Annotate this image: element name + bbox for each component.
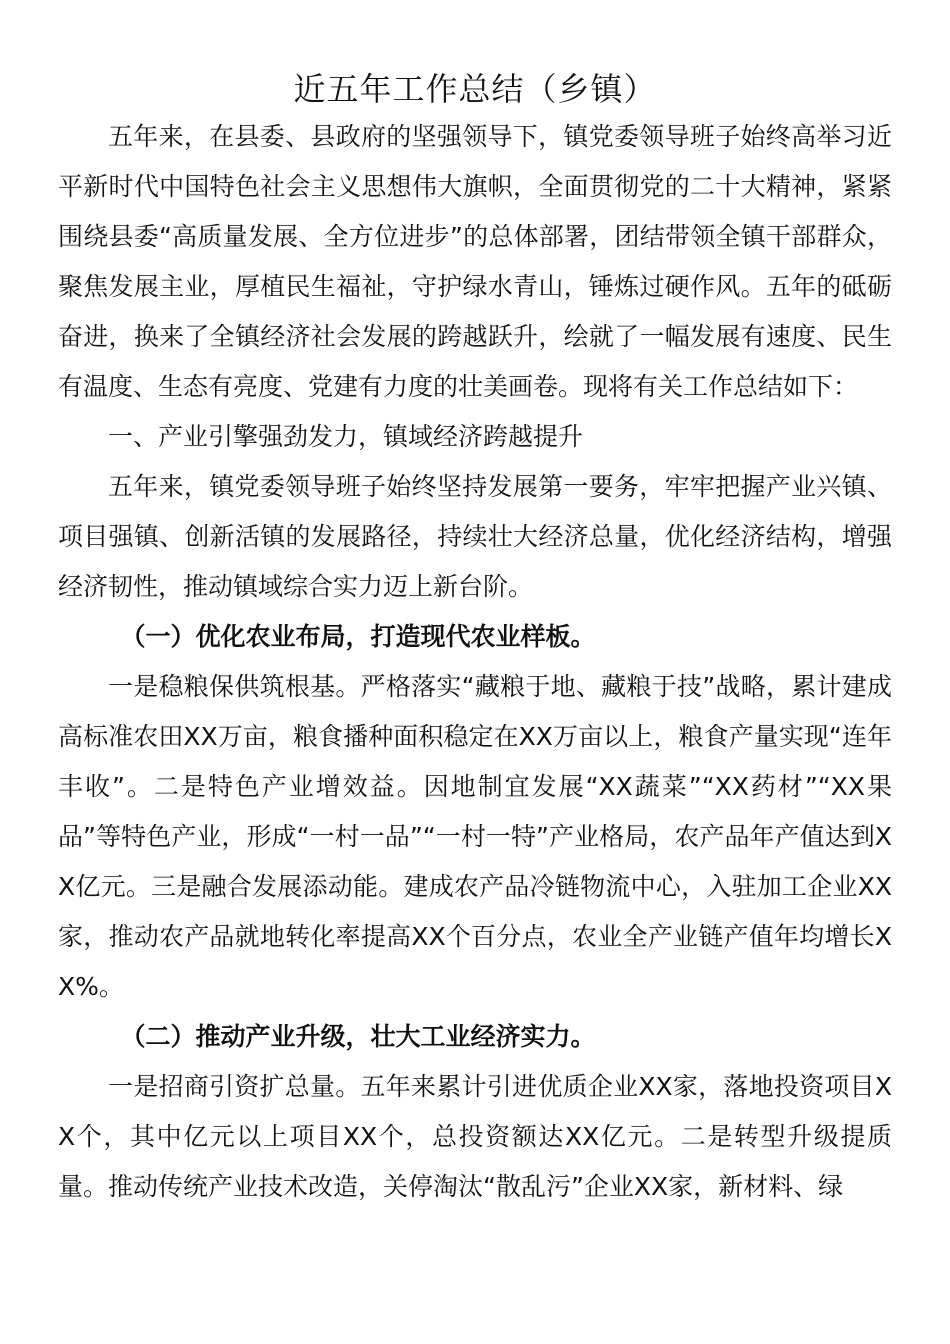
subsection-1-heading: （一）优化农业布局，打造现代农业样板。 bbox=[120, 622, 596, 651]
section-1-heading: 一、产业引擎强劲发力，镇域经济跨越提升 bbox=[108, 422, 584, 451]
document-body bbox=[58, 112, 892, 1212]
document-title: 近五年工作总结（乡镇） bbox=[293, 70, 657, 108]
subsection-1-paragraph: 一是稳粮保供筑根基。严格落实“藏粮于地、藏粮于技”战略，累计建成高标准农田XX万亩，粮食播种面积稳定在XX万亩以上，粮食产量实现“连年丰收”。二是特色产业增效益。因地制宜发展“XX蔬菜”“XX药材”“XX果品”等特色产业，形成“一村一品”“一村一特”产业格局，农产品年产值达到XX亿元。三是融合发展添动能。建成农产品冷链物流中心，入驻加工企业XX家，推动农产品就地转化率提高XX个百分点，农业全产业链产值年均增长XX%。 bbox=[58, 672, 892, 1001]
subsection-2-paragraph: 一是招商引资扩总量。五年来累计引进优质企业XX家，落地投资项目XX个，其中亿元以上项目XX个，总投资额达XX亿元。二是转型升级提质量。推动传统产业技术改造，关停淘汰“散乱污”企业XX家，新材料、绿 bbox=[58, 1072, 892, 1201]
intro-paragraph: 五年来，在县委、县政府的坚强领导下，镇党委领导班子始终高举习近平新时代中国特色社会主义思想伟大旗帜，全面贯彻党的二十大精神，紧紧围绕县委“高质量发展、全方位进步”的总体部署，团结带领全镇干部群众，聚焦发展主业，厚植民生福祉，守护绿水青山，锤炼过硬作风。五年的砥砺奋进，换来了全镇经济社会发展的跨越跃升，绘就了一幅发展有速度、民生有温度、生态有亮度、党建有力度的壮美画卷。现将有关工作总结如下： bbox=[58, 122, 892, 401]
section-1-intro-paragraph: 五年来，镇党委领导班子始终坚持发展第一要务，牢牢把握产业兴镇、项目强镇、创新活镇的发展路径，持续壮大经济总量，优化经济结构，增强经济韧性，推动镇域综合实力迈上新台阶。 bbox=[58, 472, 892, 601]
subsection-2-heading: （二）推动产业升级，壮大工业经济实力。 bbox=[120, 1022, 596, 1051]
